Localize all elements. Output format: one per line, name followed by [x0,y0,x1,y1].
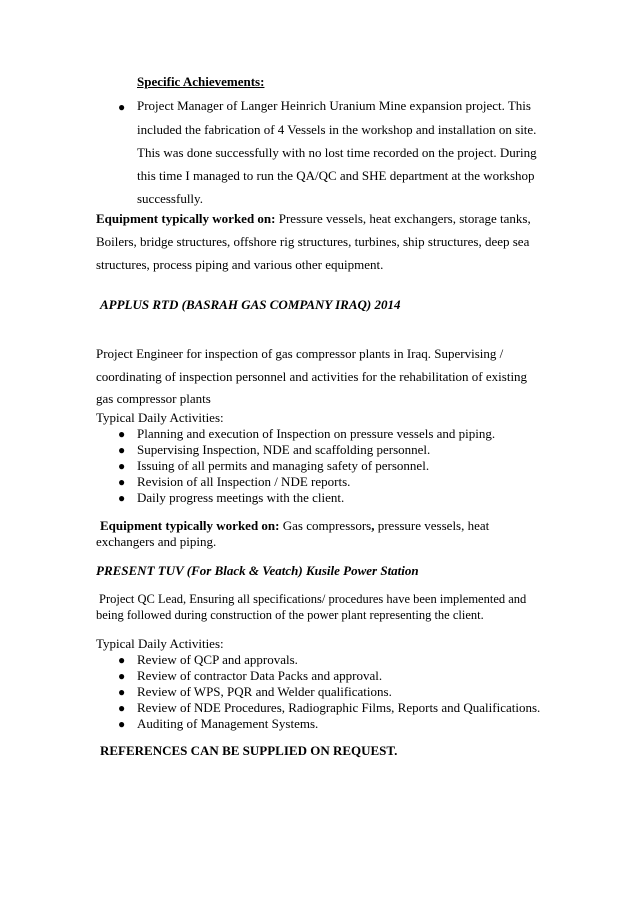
equipment-paragraph [96,211,531,227]
list-item-text: Planning and execution of Inspection on pressure vessels and piping. [137,426,496,441]
present-desc-line: Project QC Lead, Ensuring all specifications/ procedures have been implemented and [99,592,527,606]
list-item [118,716,617,732]
list-item-text: Revision of all Inspection / NDE reports. [137,474,351,489]
list-item [118,458,617,474]
applus-desc-line: gas compressor plants [96,391,211,406]
list-item-text: Issuing of all permits and managing safety of personnel. [137,458,430,473]
applus-equipment-paragraph [100,518,489,534]
list-item-text: Review of NDE Procedures, Radiographic Films, Reports and Qualifications. [137,700,541,715]
equipment-text: Gas compressors [279,518,372,533]
equipment-label: Equipment typically worked on: [96,211,276,226]
list-item [118,474,617,490]
bullet-icon: ● [118,717,126,731]
list-item-text: Review of contractor Data Packs and approval. [137,668,383,683]
bullet-icon: ● [118,669,126,683]
equipment-line: structures, process piping and various other equipment. [96,257,384,272]
applus-desc-line: Project Engineer for inspection of gas compressor plants in Iraq. Supervising / [96,346,504,361]
bullet-icon: ● [118,491,126,505]
present-section-title: PRESENT TUV (For Black & Veatch) Kusile Power Station [96,563,419,578]
list-item [118,700,617,716]
achievement-line: successfully. [137,191,203,206]
equipment-text: pressure vessels, heat [374,518,490,533]
present-desc-line: being followed during construction of the power plant representing the client. [96,608,484,622]
bullet-icon: ● [118,701,126,715]
bullet-icon: ● [118,459,126,473]
list-item-text: Review of QCP and approvals. [137,652,298,667]
bullet-icon: ● [118,653,126,667]
bullet-icon: ● [118,427,126,441]
equipment-text: Pressure vessels, heat exchangers, storage tanks, [275,211,531,226]
present-activities-label: Typical Daily Activities: [96,636,224,651]
achievement-line: included the fabrication of 4 Vessels in the workshop and installation on site. [137,122,537,137]
applus-equipment-line: exchangers and piping. [96,534,217,549]
equipment-comma: , [371,518,375,533]
bullet-icon: ● [118,475,126,489]
applus-desc-line: coordinating of inspection personnel and activities for the rehabilitation of existing [96,369,528,384]
applus-activities-label: Typical Daily Activities: [96,410,224,425]
applus-section-title: APPLUS RTD (BASRAH GAS COMPANY IRAQ) 2014 [100,297,401,312]
bullet-icon: ● [118,685,126,699]
list-item [118,490,617,506]
achievements-heading: Specific Achievements: [137,74,265,89]
list-item [118,652,617,668]
list-item [118,668,617,684]
equipment-line: Boilers, bridge structures, offshore rig structures, turbines, ship structures, deep sea [96,234,530,249]
bullet-icon: ● [118,100,126,114]
list-item-text: Auditing of Management Systems. [137,716,319,731]
list-item [118,442,617,458]
achievement-line: This was done successfully with no lost time recorded on the project. During [137,145,537,160]
applus-activities-list [118,426,617,506]
bullet-icon: ● [118,443,126,457]
list-item [118,426,617,442]
achievement-line: Project Manager of Langer Heinrich Uranium Mine expansion project. This [137,98,531,113]
references-statement: REFERENCES CAN BE SUPPLIED ON REQUEST. [100,743,398,758]
list-item [118,684,617,700]
achievement-line: this time I managed to run the QA/QC and SHE department at the workshop [137,168,535,183]
list-item-text: Daily progress meetings with the client. [137,490,345,505]
list-item-text: Review of WPS, PQR and Welder qualifications. [137,684,392,699]
equipment-label: Equipment typically worked on: [100,518,280,533]
list-item-text: Supervising Inspection, NDE and scaffolding personnel. [137,442,431,457]
present-activities-list [118,652,617,732]
